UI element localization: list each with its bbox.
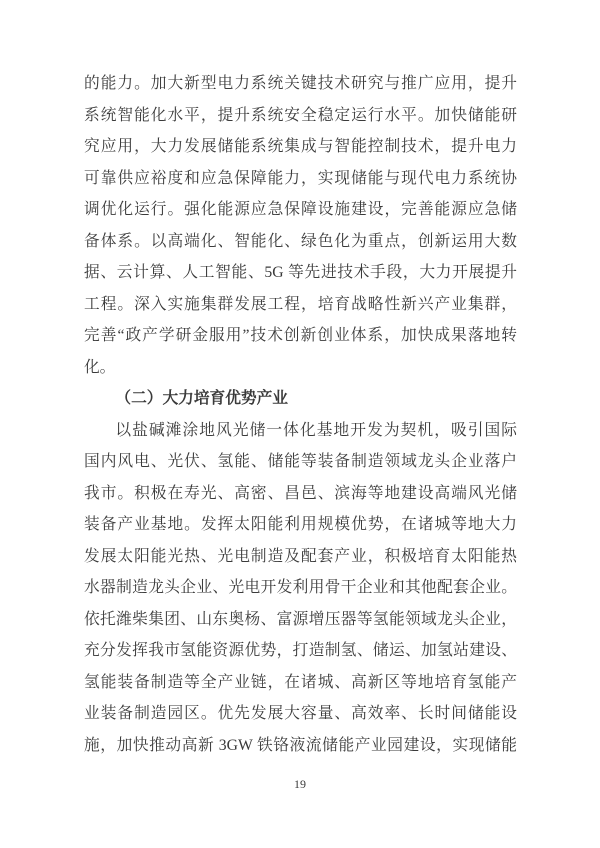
- text-line: 据、云计算、人工智能、5G 等先进技术手段，大力开展提升: [84, 264, 517, 281]
- text-line: 施，加快推动高新 3GW 铁铬液流储能产业园建设，实现储能: [84, 736, 517, 754]
- text-line: 备体系。以高端化、智能化、绿色化为重点，创新运用大数: [84, 232, 517, 250]
- text-line: 氢能装备制造等全产业链，在诸城、高新区等地培育氢能产: [84, 673, 517, 691]
- text-line: 依托潍柴集团、山东奥杨、富源增压器等氢能领域龙头企业，: [84, 610, 517, 628]
- text-line: 系统智能化水平，提升系统安全稳定运行水平。加快储能研: [84, 106, 517, 124]
- text-line: 以盐碱滩涂地风光储一体化基地开发为契机，吸引国际: [115, 421, 517, 439]
- text-line: 装备产业基地。发挥太阳能利用规模优势，在诸城等地大力: [84, 516, 517, 533]
- text-line: 调优化运行。强化能源应急保障设施建设，完善能源应急储: [84, 201, 517, 218]
- text-line: 可靠供应裕度和应急保障能力，实现储能与现代电力系统协: [84, 169, 517, 187]
- text-line: 化。: [84, 358, 116, 376]
- text-line: 国内风电、光伏、氢能、储能等装备制造领域龙头企业落户: [84, 453, 517, 470]
- page-body: [84, 68, 517, 761]
- text-line: 工程。深入实施集群发展工程，培育战略性新兴产业集群，: [84, 295, 517, 313]
- text-line: 水器制造龙头企业、光电开发利用骨干企业和其他配套企业。: [84, 579, 517, 596]
- text-line: 究应用，大力发展储能系统集成与智能控制技术，提升电力: [84, 138, 517, 155]
- text-line: 我市。积极在寿光、高密、昌邑、滨海等地建设高端风光储: [84, 484, 517, 502]
- text-line: 完善“政产学研金服用”技术创新创业体系，加快成果落地转: [84, 327, 517, 344]
- text-line: 业装备制造园区。优先发展大容量、高效率、长时间储能设: [84, 705, 517, 722]
- text-line: 的能力。加大新型电力系统关键技术研究与推广应用，提升: [84, 75, 517, 92]
- text-line: 发展太阳能光热、光电制造及配套产业，积极培育太阳能热: [84, 547, 517, 565]
- section-heading: （二）大力培育优势产业: [115, 390, 288, 407]
- page-number: 19: [294, 777, 306, 791]
- text-line: 充分发挥我市氢能资源优势，打造制氢、储运、加氢站建设、: [84, 642, 517, 659]
